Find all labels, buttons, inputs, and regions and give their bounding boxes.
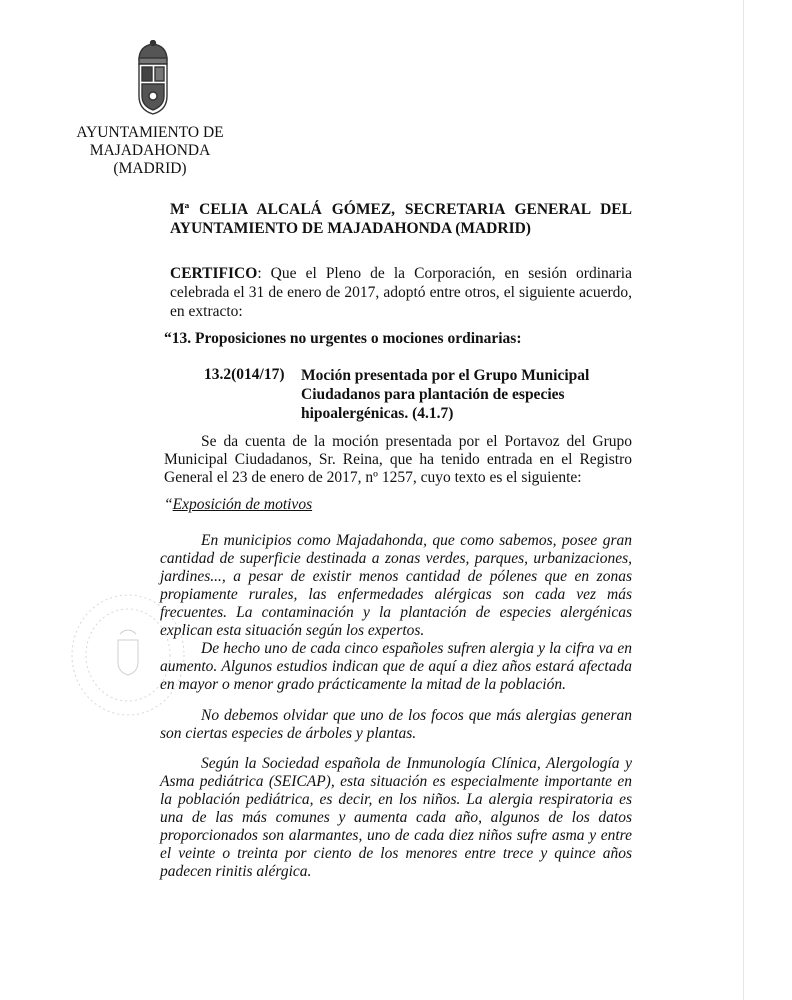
body-paragraph: Según la Sociedad española de Inmunología Clínica, Alergología y Asma pediátrica (SEICAP), esta situación es especialmente importante en la población pediátrica, es decir, en los niños. La alergia respiratoria es una de las más comunes y aumenta cada año, algunos de los datos proporcionados son alarmantes, uno de cada diez niños sufre asma y entre el veinte o treinta por ciento de los menores entre trece y quince años padecen rinitis alérgica. bbox=[160, 755, 632, 880]
organization-line: AYUNTAMIENTO DE bbox=[76, 124, 224, 141]
item-title: Moción presentada por el Grupo Municipal Ciudadanos para plantación de especies hipoalergénicas. (4.1.7) bbox=[301, 367, 590, 422]
certificate-label: CERTIFICO bbox=[170, 265, 258, 282]
official-seal-icon bbox=[68, 590, 188, 720]
coat-of-arms-icon bbox=[131, 40, 175, 116]
page-edge-divider bbox=[743, 0, 744, 1000]
exposition-heading: Exposición de motivos bbox=[172, 496, 313, 513]
organization-line: MAJADAHONDA bbox=[89, 142, 211, 159]
opening-quote: “ bbox=[164, 496, 173, 513]
intro-paragraph: Se da cuenta de la moción presentada por el Portavoz del Grupo Municipal Ciudadanos, Sr. Reina, que ha tenido entrada en el Registro General el 23 de enero de 2017, nº 1257, cuyo texto es el siguiente: bbox=[164, 433, 632, 486]
document-title: Mª CELIA ALCALÁ GÓMEZ, SECRETARIA GENERAL DEL AYUNTAMIENTO DE MAJADAHONDA (MADRID) bbox=[170, 201, 632, 237]
body-paragraph: De hecho uno de cada cinco españoles sufren alergia y la cifra va en aumento. Algunos estudios indican que de aquí a diez años estará afectada en mayor o menor grado prácticamente la mitad de la población. bbox=[160, 640, 632, 693]
section-heading: “13. Proposiciones no urgentes o mociones ordinarias: bbox=[164, 330, 522, 347]
body-paragraph: No debemos olvidar que uno de los focos que más alergias generan son ciertas especies de árboles y plantas. bbox=[160, 707, 632, 742]
organization-header bbox=[70, 124, 230, 178]
certificate-statement bbox=[170, 264, 632, 321]
organization-line: (MADRID) bbox=[113, 160, 187, 177]
exposition-heading-line bbox=[164, 496, 312, 514]
body-paragraph: En municipios como Majadahonda, que como sabemos, posee gran cantidad de superficie destinada a zonas verdes, parques, urbanizaciones, jardines..., a pesar de existir menos cantidad de pólenes que en zonas propiamente rurales, las enfermedades alérgicas son cada vez más frecuentes. La contaminación y la plantación de especies alergénicas explican esta situación según los expertos. bbox=[160, 532, 632, 639]
certificate-text: : Que el Pleno de la Corporación, en sesión ordinaria celebrada el 31 de enero de 2017, adoptó entre otros, el siguiente acuerdo, en extracto: bbox=[170, 265, 632, 320]
item-number: 13.2(014/17) bbox=[204, 366, 285, 383]
